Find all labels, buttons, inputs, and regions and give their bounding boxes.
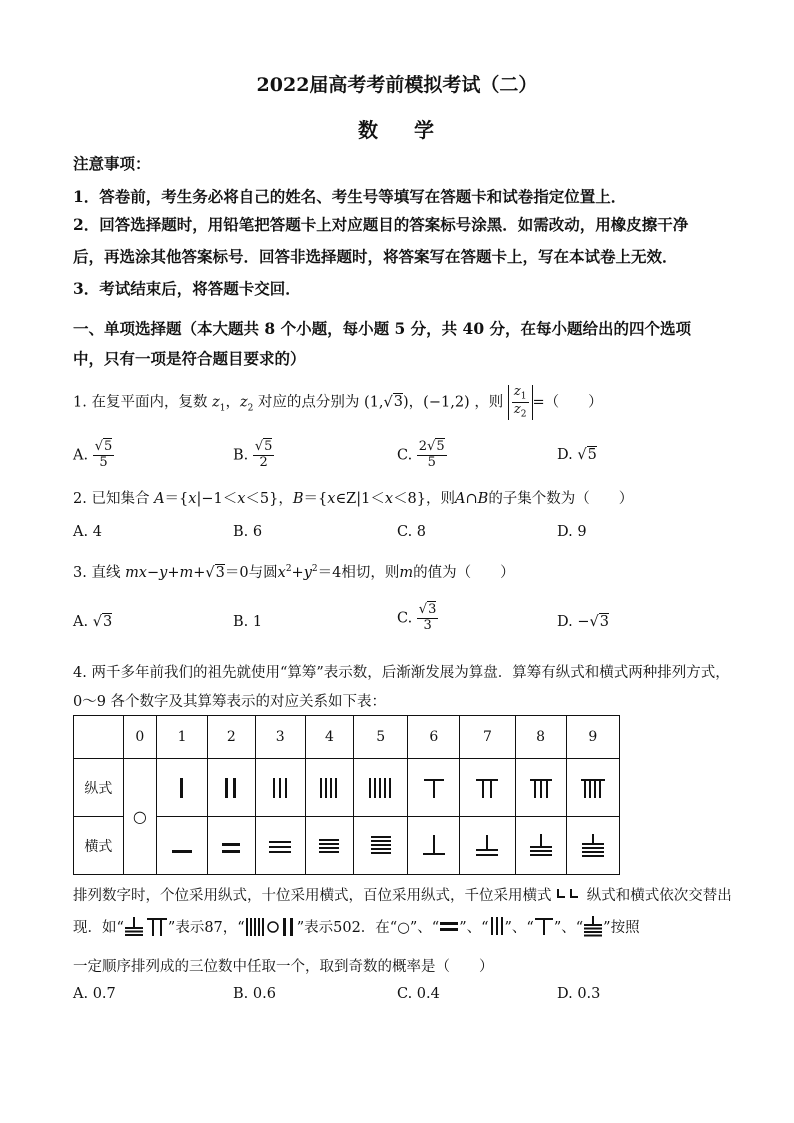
question-4-after-line2: 现．如“ ”表示87，“ ”表示502．在“○”、“ ”、“ ”、“ ”、“ ”按照 (73, 915, 640, 941)
header-6: 6 (408, 716, 460, 759)
note-item-2a: 2．回答选择题时，用铅笔把答题卡上对应题目的答案标号涂黑．如需改动，用橡皮擦干净 (73, 215, 689, 234)
vertical-7 (460, 759, 515, 817)
q2-option-a: A. 4 (73, 524, 102, 540)
zero-symbol: ○ (123, 759, 156, 875)
horizontal-7 (460, 817, 515, 875)
q1-option-d: D. √5 (557, 447, 597, 463)
q3-option-a: A. √3 (73, 614, 113, 630)
vertical-6 (408, 759, 460, 817)
corner-marks-icon (556, 887, 582, 905)
example-87-glyph (124, 915, 168, 941)
exam-subject (0, 114, 794, 143)
q2-option-c: C. 8 (397, 524, 427, 540)
example-502-glyph (245, 915, 297, 941)
question-4-line1: 4. 两千多年前我们的祖先就使用“算筹”表示数，后渐渐发展为算盘．算筹有纵式和横式两种排列方式， (73, 665, 730, 681)
note-item-1: 1．答卷前，考生务必将自己的姓名、考生号等填写在答题卡和试卷指定位置上． (73, 187, 627, 206)
row-label-horizontal: 横式 (74, 817, 124, 875)
q3-option-c: C. $\frac{√3}{3}$ (397, 602, 437, 633)
q3-option-b: B. 1 (233, 614, 263, 630)
horizontal-2 (208, 817, 255, 875)
horizontal-9 (566, 817, 619, 875)
glyph-horizontal-9 (583, 915, 603, 941)
vertical-4 (305, 759, 353, 817)
question-4-after-line3: 一定顺序排列成的三位数中任取一个，取到奇数的概率是（ ） (73, 959, 494, 975)
vertical-9 (566, 759, 619, 817)
vertical-1 (156, 759, 207, 817)
header-9: 9 (566, 716, 619, 759)
header-3: 3 (255, 716, 305, 759)
header-0: 0 (123, 716, 156, 759)
header-7: 7 (460, 716, 515, 759)
question-4-line2: 0～9 各个数字及其算筹表示的对应关系如下表： (73, 694, 387, 710)
horizontal-5 (354, 817, 408, 875)
subject-char-1: 数 (358, 118, 380, 142)
question-2: 2. 已知集合 A＝{x|−1＜x＜5}，B＝{x∈Z|1＜x＜8}，则A∩B的子集个数为（ ） (73, 491, 634, 507)
question-4-after-line1: 排列数字时，个位采用纵式，十位采用横式，百位采用纵式，千位采用横式 纵式和横式依次交替出 (73, 888, 732, 904)
vertical-2 (208, 759, 255, 817)
note-item-3: 3．考试结束后，将答题卡交回． (73, 279, 301, 298)
horizontal-8 (515, 817, 566, 875)
vertical-5 (354, 759, 408, 817)
header-5: 5 (354, 716, 408, 759)
header-2: 2 (208, 716, 255, 759)
q2-option-b: B. 6 (233, 524, 263, 540)
glyph-horizontal-2 (439, 917, 459, 939)
exam-title: 2022届高考考前模拟考试（二） (256, 74, 538, 96)
q3-option-d: D. −√3 (557, 614, 609, 630)
vertical-8 (515, 759, 566, 817)
question-3: 3. 直线 mx−y+m+√3＝0与圆$x^2+y^2=4$相切，则m的值为（ ） (73, 564, 515, 581)
horizontal-6 (408, 817, 460, 875)
horizontal-3 (255, 817, 305, 875)
table-corner (74, 716, 124, 759)
suanchou-table (73, 715, 620, 875)
section-heading-line2: 中，只有一项是符合题目要求的） (73, 349, 306, 368)
notes-heading: 注意事项： (73, 154, 151, 173)
header-4: 4 (305, 716, 353, 759)
row-label-vertical: 纵式 (74, 759, 124, 817)
header-1: 1 (156, 716, 207, 759)
vertical-3 (255, 759, 305, 817)
q4-option-d: D. 0.3 (557, 986, 601, 1002)
q1-option-c: C. $\frac{2√5}{5}$ (397, 439, 445, 470)
q2-option-d: D. 9 (557, 524, 587, 540)
section-heading-line1: 一、单项选择题（本大题共 8 个小题，每小题 5 分，共 40 分，在每小题给出的四个选项 (73, 319, 692, 338)
header-8: 8 (515, 716, 566, 759)
q4-option-a: A. 0.7 (73, 986, 116, 1002)
q1-option-a: A. $\frac{√5}{5}$ (73, 439, 113, 470)
horizontal-4 (305, 817, 353, 875)
horizontal-1 (156, 817, 207, 875)
question-1: 1. 在复平面内，复数 $z_1$，$z_2$ 对应的点分别为 (1,√3)，(−1,2) ，则 $\frac{z_1}{z_2}$ =（ ） (73, 384, 603, 420)
glyph-vertical-6 (534, 916, 554, 940)
q1-option-b: B. $\frac{√5}{2}$ (233, 439, 273, 470)
subject-char-2: 学 (414, 118, 436, 142)
q4-option-c: C. 0.4 (397, 986, 440, 1002)
q4-option-b: B. 0.6 (233, 986, 276, 1002)
glyph-vertical-3 (489, 916, 505, 940)
note-item-2b: 后，再选涂其他答案标号．回答非选择题时，将答案写在答题卡上，写在本试卷上无效． (73, 247, 678, 266)
